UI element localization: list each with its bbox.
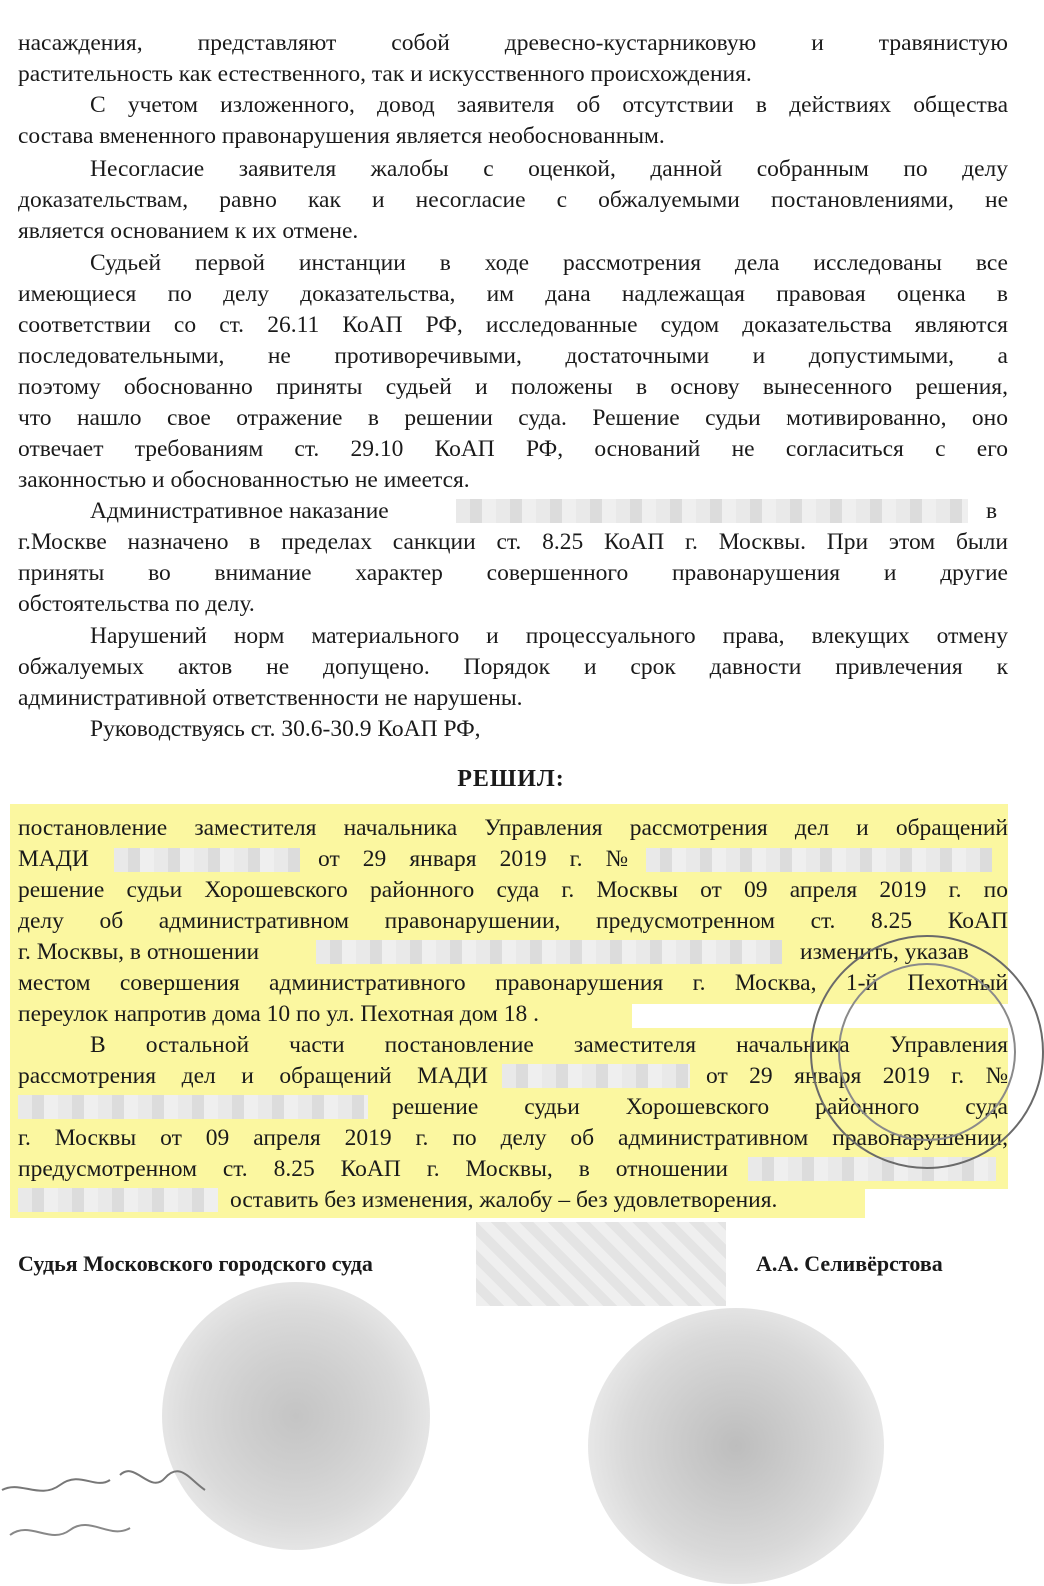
decision-line: от 29 января 2019 г. №	[706, 1063, 1008, 1089]
text-line: административной ответственности не нарушены.	[18, 685, 523, 711]
decision-line: изменить, указав	[800, 939, 969, 965]
decision-line: предусмотренном ст. 8.25 КоАП г. Москвы, в отношении	[18, 1156, 728, 1182]
judge-name: А.А. Селивёрстова	[756, 1251, 943, 1276]
text-line: что нашло свое отражение в решении суда. Решение судьи мотивированно, оно	[18, 405, 1008, 431]
decision-heading: РЕШИЛ:	[457, 766, 565, 792]
text-line: в	[986, 498, 998, 524]
decision-line: г. Москвы от 09 апреля 2019 г. по делу об административном правонарушении,	[18, 1125, 1008, 1151]
text-line: Руководствуясь ст. 30.6-30.9 КоАП РФ,	[90, 716, 481, 742]
redaction-block	[18, 1095, 368, 1119]
text-line: доказательствам, равно как и несогласие с обжалуемыми постановлениями, не	[18, 187, 1008, 213]
handwritten-note-icon	[0, 1450, 220, 1570]
text-line: обстоятельства по делу.	[18, 591, 255, 617]
text-line: Нарушений норм материального и процессуального права, влекущих отмену	[90, 623, 1008, 649]
decision-line: рассмотрения дел и обращений МАДИ	[18, 1063, 488, 1089]
text-line: соответствии со ст. 26.11 КоАП РФ, исследованные судом доказательства являются	[18, 312, 1008, 338]
redaction-block	[502, 1064, 690, 1088]
text-line: имеющиеся по делу доказательства, им дана надлежащая правовая оценка в	[18, 281, 1008, 307]
text-line: Административное наказание	[90, 498, 389, 524]
decision-line: делу об административном правонарушении, предусмотренном ст. 8.25 КоАП	[18, 908, 1008, 934]
decision-line: МАДИ	[18, 846, 89, 872]
text-line: состава вмененного правонарушения является необоснованным.	[18, 123, 665, 149]
decision-line: переулок напротив дома 10 по ул. Пехотная дом 18 .	[18, 1001, 540, 1027]
text-line: г.Москве назначено в пределах санкции ст. 8.25 КоАП г. Москвы. При этом были	[18, 529, 1008, 555]
text-line: является основанием к их отмене.	[18, 218, 359, 244]
text-line: С учетом изложенного, довод заявителя об отсутствии в действиях общества	[90, 92, 1008, 118]
redaction-block	[456, 499, 968, 523]
redaction-block	[646, 848, 992, 872]
redaction-block	[114, 848, 300, 872]
decision-line: постановление заместителя начальника Управления рассмотрения дел и обращений	[18, 815, 1008, 841]
decision-line: местом совершения административного правонарушения г. Москва, 1-й Пехотный	[18, 970, 1008, 996]
decision-line: решение судьи Хорошевского районного суда	[392, 1094, 1008, 1120]
signature-redaction	[476, 1222, 726, 1306]
highlight-gap	[865, 1189, 1008, 1218]
judge-title: Судья Московского городского суда	[18, 1251, 373, 1276]
blurred-seal-right	[588, 1308, 884, 1584]
text-line: отвечает требованиям ст. 29.10 КоАП РФ, оснований не согласиться с его	[18, 436, 1008, 462]
redaction-block	[18, 1188, 218, 1212]
text-line: последовательными, не противоречивыми, достаточными и допустимыми, а	[18, 343, 1008, 369]
text-line: приняты во внимание характер совершенного правонарушения и другие	[18, 560, 1008, 586]
text-line: обжалуемых актов не допущено. Порядок и срок давности привлечения к	[18, 654, 1008, 680]
decision-line: В остальной части постановление заместителя начальника Управления	[90, 1032, 1008, 1058]
decision-line: решение судьи Хорошевского районного суда г. Москвы от 09 апреля 2019 г. по	[18, 877, 1008, 903]
redaction-block	[316, 940, 782, 964]
decision-line: оставить без изменения, жалобу – без удовлетворения.	[230, 1187, 778, 1213]
text-line: законностью и обоснованностью не имеется.	[18, 467, 470, 493]
text-line: поэтому обоснованно приняты судьей и положены в основу вынесенного решения,	[18, 374, 1008, 400]
decision-line: от 29 января 2019 г. №	[318, 846, 628, 872]
text-line: Несогласие заявителя жалобы с оценкой, данной собранным по делу	[90, 156, 1008, 182]
text-line: Судьей первой инстанции в ходе рассмотрения дела исследованы все	[90, 250, 1008, 276]
court-stamp-inner-ring	[838, 963, 1016, 1141]
text-line: насаждения, представляют собой древесно-кустарниковую и травянистую	[18, 30, 1008, 56]
text-line: растительность как естественного, так и искусственного происхождения.	[18, 61, 752, 87]
decision-line: г. Москвы, в отношении	[18, 939, 260, 965]
